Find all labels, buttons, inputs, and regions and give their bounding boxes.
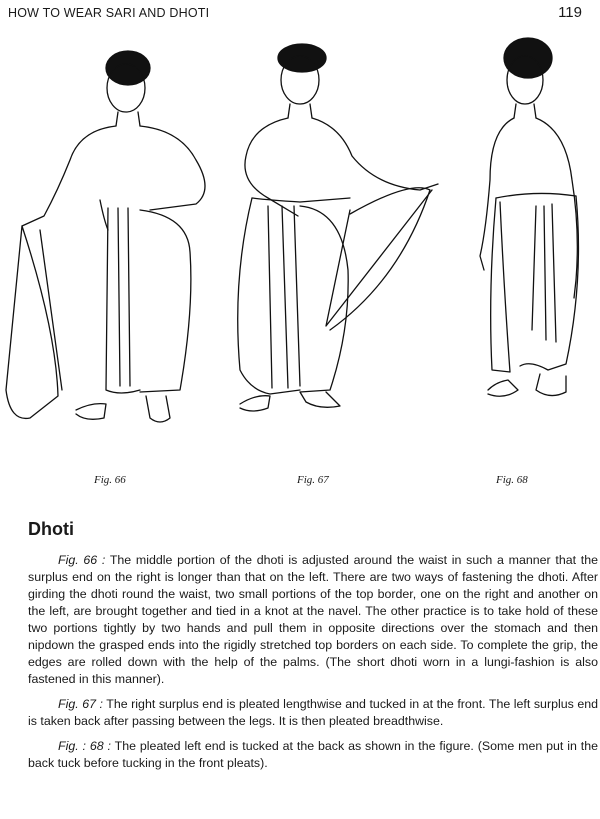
figure-67-drawing — [238, 44, 438, 411]
figure-66-drawing — [6, 51, 205, 422]
figure-68-caption: Fig. 68 — [496, 474, 528, 486]
running-head: HOW TO WEAR SARI AND DHOTI — [8, 6, 210, 20]
page-number: 119 — [558, 4, 582, 21]
paragraph-text: The middle portion of the dhoti is adjusted around the waist in such a manner that the surplus end on the right is longer than that on the left. There are two ways of fastening the dhoti. After girding the dhoti round the waist, two small portions of the top border, one on the right and another on the left, are brought together and tied in a knot at the navel. The other practice is to take hold of these two portions tightly by two hands and pull them in opposite directions over the stomach and then nipdown the grasped ends into the rigidly stretched top borders on each side. To complete the grip, the edges are rolled down with the help of the palms. (The short dhoti worn in a lungi-fashion is also fastened in this manner). — [28, 553, 599, 686]
dhoti-illustrations — [0, 30, 600, 450]
figure-reference: Fig. 67 : — [58, 697, 103, 711]
figure-66-caption: Fig. 66 — [94, 474, 126, 486]
paragraph-text: The pleated left end is tucked at the back as shown in the figure. (Some men put in the back tuck before tucking in the front pleats). — [28, 739, 598, 770]
figure-reference: Fig. : 68 : — [58, 739, 111, 753]
body-text — [28, 552, 598, 780]
figure-68-drawing — [480, 38, 578, 396]
section-heading: Dhoti — [28, 519, 74, 539]
figure-67-caption: Fig. 67 — [297, 474, 329, 486]
paragraph-fig-68 — [28, 738, 598, 772]
paragraph-fig-67 — [28, 696, 598, 730]
paragraph-text: The right surplus end is pleated lengthwise and tucked in at the front. The left surplus end is taken back after passing between the legs. It is then pleated breadthwise. — [28, 697, 599, 728]
figure-reference: Fig. 66 : — [58, 553, 106, 567]
paragraph-fig-66 — [28, 552, 598, 688]
